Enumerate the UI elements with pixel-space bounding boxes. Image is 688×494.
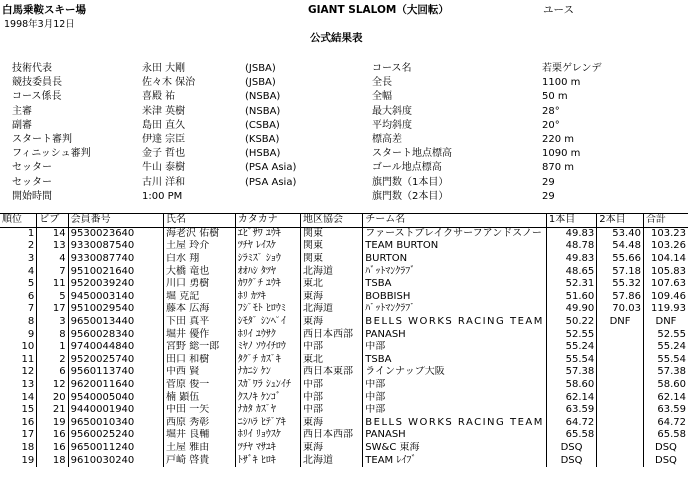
cell-rank: 3 bbox=[27, 253, 35, 265]
cell-district: 中部 bbox=[301, 404, 363, 417]
cell-run2: 55.32 bbox=[597, 278, 644, 291]
col-header-name: 氏名 bbox=[164, 214, 236, 228]
cell-rank: 1 bbox=[27, 227, 35, 239]
cell-district: 西日本西部 bbox=[301, 328, 363, 341]
cell-run1: 48.78 bbox=[546, 240, 596, 253]
cell-bib: 4 bbox=[37, 253, 68, 266]
cell-kana: ｵｵﾊｼ ﾀﾂﾔ bbox=[235, 265, 300, 278]
cell-bib: 1 bbox=[37, 341, 68, 354]
table-row bbox=[0, 265, 688, 278]
cell-kana: ｽｶﾞﾜﾗ ｼｭﾝｲﾁ bbox=[235, 379, 300, 392]
cell-run1: 49.90 bbox=[546, 303, 596, 316]
official-name: 島田 直久 bbox=[142, 119, 186, 131]
cell-kana: ｼﾗﾐｽﾞ ｼｮｳ bbox=[235, 253, 300, 266]
table-row bbox=[0, 442, 688, 455]
table-row bbox=[0, 278, 688, 291]
table-row bbox=[0, 366, 688, 379]
official-org: (KSBA) bbox=[245, 134, 280, 145]
cell-total: 65.58 bbox=[643, 429, 688, 442]
cell-member-no: 9520025740 bbox=[68, 354, 163, 367]
col-header-bib: ビブ bbox=[37, 214, 68, 228]
cell-run2: 70.03 bbox=[597, 303, 644, 316]
cell-kana: ﾂﾁﾔ ﾚｲｽｹ bbox=[235, 240, 300, 253]
table-row bbox=[0, 417, 688, 430]
cell-run2 bbox=[597, 454, 644, 467]
cell-district: 北海道 bbox=[301, 454, 363, 467]
col-header-run2: 2本目 bbox=[597, 214, 644, 228]
cell-bib: 2 bbox=[37, 354, 68, 367]
cell-kana: ﾌｼﾞﾓﾄ ﾋﾛｳﾐ bbox=[235, 303, 300, 316]
cell-member-no: 9330087740 bbox=[68, 253, 163, 266]
category-label: ユース bbox=[543, 4, 574, 16]
cell-bib: 19 bbox=[37, 417, 68, 430]
course-key: ゴール地点標高 bbox=[372, 162, 442, 174]
cell-run1: 64.72 bbox=[546, 417, 596, 430]
cell-total: 109.46 bbox=[643, 291, 688, 304]
course-key: 全長 bbox=[372, 77, 392, 89]
cell-total: DSQ bbox=[643, 454, 688, 467]
official-name: 佐々木 保治 bbox=[142, 77, 196, 89]
cell-bib: 21 bbox=[37, 404, 68, 417]
table-row bbox=[0, 316, 688, 329]
cell-name: 中西 賢 bbox=[164, 366, 236, 379]
cell-total: 64.72 bbox=[643, 417, 688, 430]
cell-member-no: 9440001940 bbox=[68, 404, 163, 417]
course-value: 50 m bbox=[542, 91, 568, 103]
cell-run1: 58.60 bbox=[546, 379, 596, 392]
table-row bbox=[0, 429, 688, 442]
cell-member-no: 9650011240 bbox=[68, 442, 163, 455]
official-org: (PSA Asia) bbox=[245, 162, 297, 174]
cell-total: 103.26 bbox=[643, 240, 688, 253]
cell-member-no: 9560025240 bbox=[68, 429, 163, 442]
official-role: 開始時間 bbox=[12, 190, 52, 202]
cell-total: 52.55 bbox=[643, 328, 688, 341]
cell-bib: 5 bbox=[37, 291, 68, 304]
cell-district: 東北 bbox=[301, 278, 363, 291]
cell-district: 北海道 bbox=[301, 265, 363, 278]
official-name: 1:00 PM bbox=[142, 190, 183, 202]
official-role: セッター bbox=[12, 162, 52, 174]
cell-district: 中部 bbox=[301, 391, 363, 404]
cell-rank: 4 bbox=[27, 265, 35, 277]
cell-member-no: 9740044840 bbox=[68, 341, 163, 354]
cell-name: 堀井 優作 bbox=[164, 328, 236, 341]
cell-name: 中田 一矢 bbox=[164, 404, 236, 417]
cell-run2: 57.18 bbox=[597, 265, 644, 278]
cell-team: BELLS WORKS RACING TEAM bbox=[363, 417, 547, 430]
cell-team: SW&C 東海 bbox=[363, 442, 547, 455]
cell-kana: ﾅｶﾀ ｶｽﾞﾔ bbox=[235, 404, 300, 417]
official-org: (HSBA) bbox=[245, 148, 281, 160]
course-key: 旗門数（1本目） bbox=[372, 176, 449, 188]
cell-member-no: 9510029540 bbox=[68, 303, 163, 316]
cell-run1: 57.38 bbox=[546, 366, 596, 379]
cell-rank: 2 bbox=[27, 240, 35, 252]
cell-team: 中部 bbox=[363, 379, 547, 392]
cell-total: 58.60 bbox=[643, 379, 688, 392]
cell-district: 西日本西部 bbox=[301, 429, 363, 442]
official-name: 牛山 泰樹 bbox=[142, 162, 186, 174]
cell-total: 103.23 bbox=[643, 227, 688, 240]
cell-total: 119.93 bbox=[643, 303, 688, 316]
course-value: 若栗ゲレンデ bbox=[542, 63, 602, 74]
cell-bib: 13 bbox=[37, 240, 68, 253]
official-name: 古川 洋和 bbox=[142, 176, 186, 188]
official-role: 副審 bbox=[12, 119, 32, 131]
cell-kana: ﾎﾘｲ ﾕｳｻｸ bbox=[235, 328, 300, 341]
cell-bib: 14 bbox=[37, 227, 68, 240]
official-org: (CSBA) bbox=[245, 119, 280, 131]
cell-district: 東北 bbox=[301, 354, 363, 367]
cell-name: 下田 真平 bbox=[164, 316, 236, 329]
cell-name: 宮野 総一郎 bbox=[164, 341, 236, 354]
cell-run2 bbox=[597, 417, 644, 430]
cell-run2 bbox=[597, 404, 644, 417]
cell-district: 関東 bbox=[301, 227, 363, 240]
cell-bib: 11 bbox=[37, 278, 68, 291]
cell-total: 107.63 bbox=[643, 278, 688, 291]
official-name: 伊達 宗臣 bbox=[142, 134, 186, 145]
cell-team: BELLS WORKS RACING TEAM bbox=[363, 316, 547, 329]
cell-run2 bbox=[597, 366, 644, 379]
cell-rank: 7 bbox=[27, 303, 35, 315]
cell-rank: 6 bbox=[27, 290, 35, 302]
cell-run2: 54.48 bbox=[597, 240, 644, 253]
cell-member-no: 9560028340 bbox=[68, 328, 163, 341]
official-role: 主審 bbox=[12, 105, 32, 117]
cell-total: 63.59 bbox=[643, 404, 688, 417]
course-value: 29 bbox=[542, 190, 555, 202]
table-row bbox=[0, 291, 688, 304]
cell-bib: 20 bbox=[37, 391, 68, 404]
cell-kana: ｴﾋﾞｻﾜ ﾕｳｷ bbox=[235, 227, 300, 240]
cell-total: 55.54 bbox=[643, 354, 688, 367]
cell-name: 戸崎 啓貴 bbox=[164, 454, 236, 467]
cell-district: 東海 bbox=[301, 442, 363, 455]
cell-team: ファーストブレイクサーフアンドスノー bbox=[363, 227, 547, 240]
cell-bib: 3 bbox=[37, 316, 68, 329]
cell-team: TSBA bbox=[363, 354, 547, 367]
cell-member-no: 9330087540 bbox=[68, 240, 163, 253]
cell-member-no: 9610030240 bbox=[68, 454, 163, 467]
cell-run2 bbox=[597, 429, 644, 442]
course-value: 29 bbox=[542, 176, 555, 188]
cell-team: ﾊﾞｯﾄﾏﾝｸﾗﾌﾞ bbox=[363, 303, 547, 316]
table-row bbox=[0, 240, 688, 253]
cell-district: 東海 bbox=[301, 291, 363, 304]
cell-run1: 52.31 bbox=[546, 278, 596, 291]
cell-kana: ｼﾓﾀﾞ ｼﾝﾍﾟｲ bbox=[235, 316, 300, 329]
course-key: 旗門数（2本目） bbox=[372, 190, 449, 202]
official-role: 技術代表 bbox=[12, 63, 52, 74]
course-key: 最大斜度 bbox=[372, 105, 412, 117]
cell-bib: 17 bbox=[37, 303, 68, 316]
cell-bib: 16 bbox=[37, 442, 68, 455]
cell-member-no: 9530023640 bbox=[68, 227, 163, 240]
cell-total: 62.14 bbox=[643, 391, 688, 404]
cell-team: TEAM BURTON bbox=[363, 240, 547, 253]
cell-name: 堀井 良輔 bbox=[164, 429, 236, 442]
course-value: 870 m bbox=[542, 162, 575, 174]
official-role: 競技委員長 bbox=[12, 77, 62, 89]
official-org: (NSBA) bbox=[245, 91, 281, 103]
cell-district: 関東 bbox=[301, 253, 363, 266]
cell-total: 55.24 bbox=[643, 341, 688, 354]
cell-run1: 63.59 bbox=[546, 404, 596, 417]
cell-kana: ﾅｶﾆｼ ｹﾝ bbox=[235, 366, 300, 379]
cell-run1: 55.24 bbox=[546, 341, 596, 354]
cell-team: BURTON bbox=[363, 253, 547, 266]
official-org: (NSBA) bbox=[245, 105, 281, 117]
cell-run2 bbox=[597, 391, 644, 404]
cell-name: 西原 秀彰 bbox=[164, 417, 236, 430]
cell-rank: 19 bbox=[21, 454, 35, 466]
results-table bbox=[0, 213, 688, 467]
cell-kana: ﾂﾁﾔ ﾏｻﾕｷ bbox=[235, 442, 300, 455]
official-role: スタート審判 bbox=[12, 134, 72, 145]
cell-total: DNF bbox=[643, 316, 688, 329]
table-row bbox=[0, 227, 688, 240]
table-row bbox=[0, 253, 688, 266]
cell-run2 bbox=[597, 341, 644, 354]
cell-total: DSQ bbox=[643, 442, 688, 455]
cell-name: 海老沢 佑樹 bbox=[164, 227, 236, 240]
table-row bbox=[0, 379, 688, 392]
cell-member-no: 9510021640 bbox=[68, 265, 163, 278]
cell-bib: 8 bbox=[37, 328, 68, 341]
event-title: GIANT SLALOM（大回転） bbox=[308, 4, 449, 16]
cell-run2: 55.66 bbox=[597, 253, 644, 266]
cell-name: 大橋 竜也 bbox=[164, 265, 236, 278]
cell-team: 中部 bbox=[363, 341, 547, 354]
results-header-row bbox=[0, 214, 688, 228]
cell-rank: 12 bbox=[21, 366, 35, 378]
course-value: 1100 m bbox=[542, 77, 581, 89]
cell-district: 関東 bbox=[301, 240, 363, 253]
cell-team: TSBA bbox=[363, 278, 547, 291]
course-value: 1090 m bbox=[542, 148, 581, 160]
cell-name: 土屋 玲介 bbox=[164, 240, 236, 253]
cell-bib: 7 bbox=[37, 265, 68, 278]
cell-name: 堀 克記 bbox=[164, 291, 236, 304]
official-role: フィニッシュ審判 bbox=[12, 148, 91, 160]
cell-district: 東海 bbox=[301, 417, 363, 430]
cell-name: 楠 顕伍 bbox=[164, 391, 236, 404]
cell-name: 藤本 広海 bbox=[164, 303, 236, 316]
course-value: 20° bbox=[542, 119, 560, 131]
cell-rank: 17 bbox=[21, 429, 35, 441]
cell-rank: 9 bbox=[27, 328, 35, 340]
course-key: スタート地点標高 bbox=[372, 148, 452, 160]
official-name: 金子 哲也 bbox=[142, 148, 186, 160]
course-key: 全幅 bbox=[372, 91, 392, 103]
cell-member-no: 9450003140 bbox=[68, 291, 163, 304]
table-row bbox=[0, 303, 688, 316]
cell-name: 土屋 雅由 bbox=[164, 442, 236, 455]
cell-rank: 18 bbox=[21, 441, 35, 453]
table-row bbox=[0, 354, 688, 367]
course-key: コース名 bbox=[372, 63, 412, 74]
cell-rank: 14 bbox=[21, 391, 35, 403]
official-name: 米津 英樹 bbox=[142, 105, 186, 117]
cell-team: ﾊﾞｯﾄﾏﾝｸﾗﾌﾞ bbox=[363, 265, 547, 278]
cell-kana: ﾆｼﾊﾗ ﾋﾃﾞｱｷ bbox=[235, 417, 300, 430]
table-row bbox=[0, 454, 688, 467]
cell-kana: ﾎﾘｲ ﾘｮｳｽｹ bbox=[235, 429, 300, 442]
cell-member-no: 9620011640 bbox=[68, 379, 163, 392]
col-header-district: 地区協会 bbox=[301, 214, 363, 228]
official-role: コース係長 bbox=[12, 91, 62, 103]
official-org: (PSA Asia) bbox=[245, 176, 297, 188]
cell-team: TEAM ﾚｲﾌﾞ bbox=[363, 454, 547, 467]
cell-total: 57.38 bbox=[643, 366, 688, 379]
table-row bbox=[0, 404, 688, 417]
cell-kana: ｸｽﾉｷ ｹﾝｺﾞ bbox=[235, 391, 300, 404]
col-header-rank: 順位 bbox=[0, 214, 37, 228]
official-name: 喜殿 祐 bbox=[142, 91, 176, 103]
cell-kana: ﾀｸﾞﾁ ｶｽﾞｷ bbox=[235, 354, 300, 367]
cell-rank: 15 bbox=[21, 404, 35, 416]
cell-name: 田口 和樹 bbox=[164, 354, 236, 367]
cell-run2 bbox=[597, 328, 644, 341]
cell-run1: 51.60 bbox=[546, 291, 596, 304]
cell-member-no: 9560113740 bbox=[68, 366, 163, 379]
cell-bib: 12 bbox=[37, 379, 68, 392]
cell-team: BOBBISH bbox=[363, 291, 547, 304]
cell-district: 中部 bbox=[301, 341, 363, 354]
cell-run1: 62.14 bbox=[546, 391, 596, 404]
cell-run1: DSQ bbox=[546, 454, 596, 467]
cell-run1: DSQ bbox=[546, 442, 596, 455]
cell-run2: DNF bbox=[597, 316, 644, 329]
cell-rank: 8 bbox=[27, 316, 35, 328]
course-value: 220 m bbox=[542, 134, 575, 145]
official-name: 永田 大剛 bbox=[142, 63, 186, 74]
cell-team: 中部 bbox=[363, 391, 547, 404]
cell-run2 bbox=[597, 442, 644, 455]
cell-team: ラインナップ大阪 bbox=[363, 366, 547, 379]
cell-team: PANASH bbox=[363, 328, 547, 341]
cell-rank: 11 bbox=[21, 353, 35, 365]
cell-district: 中部 bbox=[301, 379, 363, 392]
cell-name: 白水 翔 bbox=[164, 253, 236, 266]
cell-team: PANASH bbox=[363, 429, 547, 442]
cell-member-no: 9650010340 bbox=[68, 417, 163, 430]
official-role: セッター bbox=[12, 176, 52, 188]
cell-member-no: 9540005040 bbox=[68, 391, 163, 404]
cell-name: 菅原 俊一 bbox=[164, 379, 236, 392]
result-title: 公式結果表 bbox=[310, 32, 363, 44]
cell-rank: 13 bbox=[21, 379, 35, 391]
venue-title: 白馬乗鞍スキー場 bbox=[2, 4, 86, 16]
course-key: 標高差 bbox=[372, 134, 402, 145]
cell-member-no: 9520039240 bbox=[68, 278, 163, 291]
cell-run1: 49.83 bbox=[546, 253, 596, 266]
cell-bib: 18 bbox=[37, 454, 68, 467]
course-key: 平均斜度 bbox=[372, 119, 412, 131]
cell-total: 104.14 bbox=[643, 253, 688, 266]
official-org: (JSBA) bbox=[245, 77, 276, 89]
cell-rank: 16 bbox=[21, 416, 35, 428]
cell-run1: 50.22 bbox=[546, 316, 596, 329]
cell-run1: 52.55 bbox=[546, 328, 596, 341]
cell-kana: ﾎﾘ ｶﾂｷ bbox=[235, 291, 300, 304]
cell-name: 川口 勇樹 bbox=[164, 278, 236, 291]
cell-district: 東海 bbox=[301, 316, 363, 329]
event-date: 1998年3月12日 bbox=[4, 19, 75, 30]
course-value: 28° bbox=[542, 105, 560, 117]
official-org: (JSBA) bbox=[245, 63, 276, 74]
cell-rank: 5 bbox=[27, 278, 35, 290]
cell-district: 西日本東部 bbox=[301, 366, 363, 379]
cell-run2: 57.86 bbox=[597, 291, 644, 304]
col-header-member-no: 会員番号 bbox=[68, 214, 163, 228]
cell-kana: ﾐﾔﾉ ｿｳｲﾁﾛｳ bbox=[235, 341, 300, 354]
cell-run2: 53.40 bbox=[597, 227, 644, 240]
cell-bib: 6 bbox=[37, 366, 68, 379]
cell-kana: ﾄｻﾞｷ ﾋﾛｷ bbox=[235, 454, 300, 467]
cell-run1: 48.65 bbox=[546, 265, 596, 278]
cell-total: 105.83 bbox=[643, 265, 688, 278]
cell-run2 bbox=[597, 354, 644, 367]
cell-run1: 55.54 bbox=[546, 354, 596, 367]
cell-team: 中部 bbox=[363, 404, 547, 417]
col-header-run1: 1本目 bbox=[546, 214, 596, 228]
col-header-kana: カタカナ bbox=[235, 214, 300, 228]
cell-kana: ｶﾜｸﾞﾁ ﾕｳｷ bbox=[235, 278, 300, 291]
cell-district: 北海道 bbox=[301, 303, 363, 316]
col-header-team: チーム名 bbox=[363, 214, 547, 228]
table-row bbox=[0, 341, 688, 354]
cell-run1: 49.83 bbox=[546, 227, 596, 240]
table-row bbox=[0, 328, 688, 341]
table-row bbox=[0, 391, 688, 404]
col-header-total: 合計 bbox=[643, 214, 688, 228]
cell-bib: 16 bbox=[37, 429, 68, 442]
cell-member-no: 9650013440 bbox=[68, 316, 163, 329]
cell-run1: 65.58 bbox=[546, 429, 596, 442]
cell-run2 bbox=[597, 379, 644, 392]
cell-rank: 10 bbox=[21, 341, 35, 353]
